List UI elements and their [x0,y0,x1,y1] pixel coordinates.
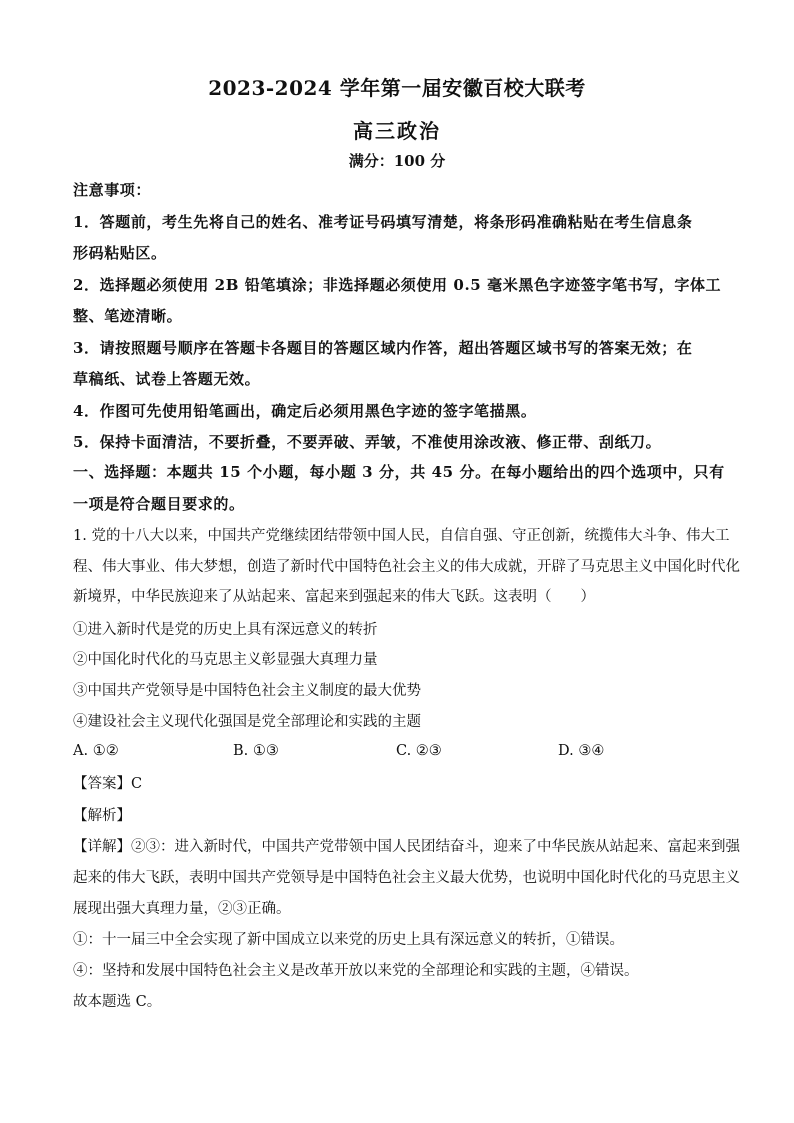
explanation-line: 故本题选 C。 [73,994,162,1010]
statement: ①进入新时代是党的历史上具有深远意义的转折 [73,622,378,638]
notice-item: 形码粘贴区。 [73,244,167,262]
question-stem: 程、伟大事业、伟大梦想，创造了新时代中国特色社会主义的伟大成就，开辟了马克思主义中国化时代化 [73,559,740,575]
analysis-heading: 【解析】 [73,808,131,824]
subject-title: 高三政治 [353,119,441,143]
notice-item: 草稿纸、试卷上答题无效。 [73,370,261,388]
option-b: B. ①③ [233,743,279,759]
statement: ②中国化时代化的马克思主义彰显强大真理力量 [73,652,378,668]
explanation-line: 起来的伟大飞跃，表明中国共产党领导是中国特色社会主义最大优势，也说明中国化时代化的马克思主义 [73,870,740,886]
statement: ③中国共产党领导是中国特色社会主义制度的最大优势 [73,683,421,699]
answer-label: 【答案】C [73,776,143,792]
explanation-line: 展现出强大真理力量，②③正确。 [73,901,291,917]
option-a: A. ①② [73,743,119,759]
notice-item: 整、笔迹清晰。 [73,307,183,325]
statement: ④建设社会主义现代化强国是党全部理论和实践的主题 [73,714,421,730]
full-score: 满分：100 分 [348,152,446,170]
explanation-line: ①：十一届三中全会实现了新中国成立以来党的历史上具有深远意义的转折，①错误。 [73,932,624,948]
explanation-line: 【详解】②③：进入新时代，中国共产党带领中国人民团结奋斗，迎来了中华民族从站起来、富起来到强 [73,839,740,855]
option-d: D. ③④ [558,743,605,759]
question-stem: 新境界，中华民族迎来了从站起来、富起来到强起来的伟大飞跃。这表明（ ） [73,589,595,605]
option-c: C. ②③ [396,743,442,759]
notice-item: 5．保持卡面清洁，不要折叠，不要弄破、弄皱，不准使用涂改液、修正带、刮纸刀。 [73,433,662,451]
section-heading: 一、选择题：本题共 15 个小题，每小题 3 分，共 45 分。在每小题给出的四个选项中，只有 [73,463,725,481]
notice-item: 3．请按照题号顺序在答题卡各题目的答题区域内作答，超出答题区域书写的答案无效；在 [73,339,693,357]
exam-title: 2023-2024 学年第一届安徽百校大联考 [208,76,586,100]
question-stem: 1. 党的十八大以来，中国共产党继续团结带领中国人民，自信自强、守正创新，统揽伟大斗争、伟大工 [73,528,730,544]
notice-item: 4．作图可先使用铅笔画出，确定后必须用黑色字迹的签字笔描黑。 [73,402,537,420]
notice-item: 2．选择题必须使用 2B 铅笔填涂；非选择题必须使用 0.5 毫米黑色字迹签字笔书写，字体工 [73,276,722,294]
section-heading-cont: 一项是符合题目要求的。 [73,495,245,513]
explanation-line: ④：坚持和发展中国特色社会主义是改革开放以来党的全部理论和实践的主题，④错误。 [73,963,639,979]
notice-heading: 注意事项： [73,181,152,199]
notice-item: 1．答题前，考生先将自己的姓名、准考证号码填写清楚，将条形码准确粘贴在考生信息条 [73,213,693,231]
